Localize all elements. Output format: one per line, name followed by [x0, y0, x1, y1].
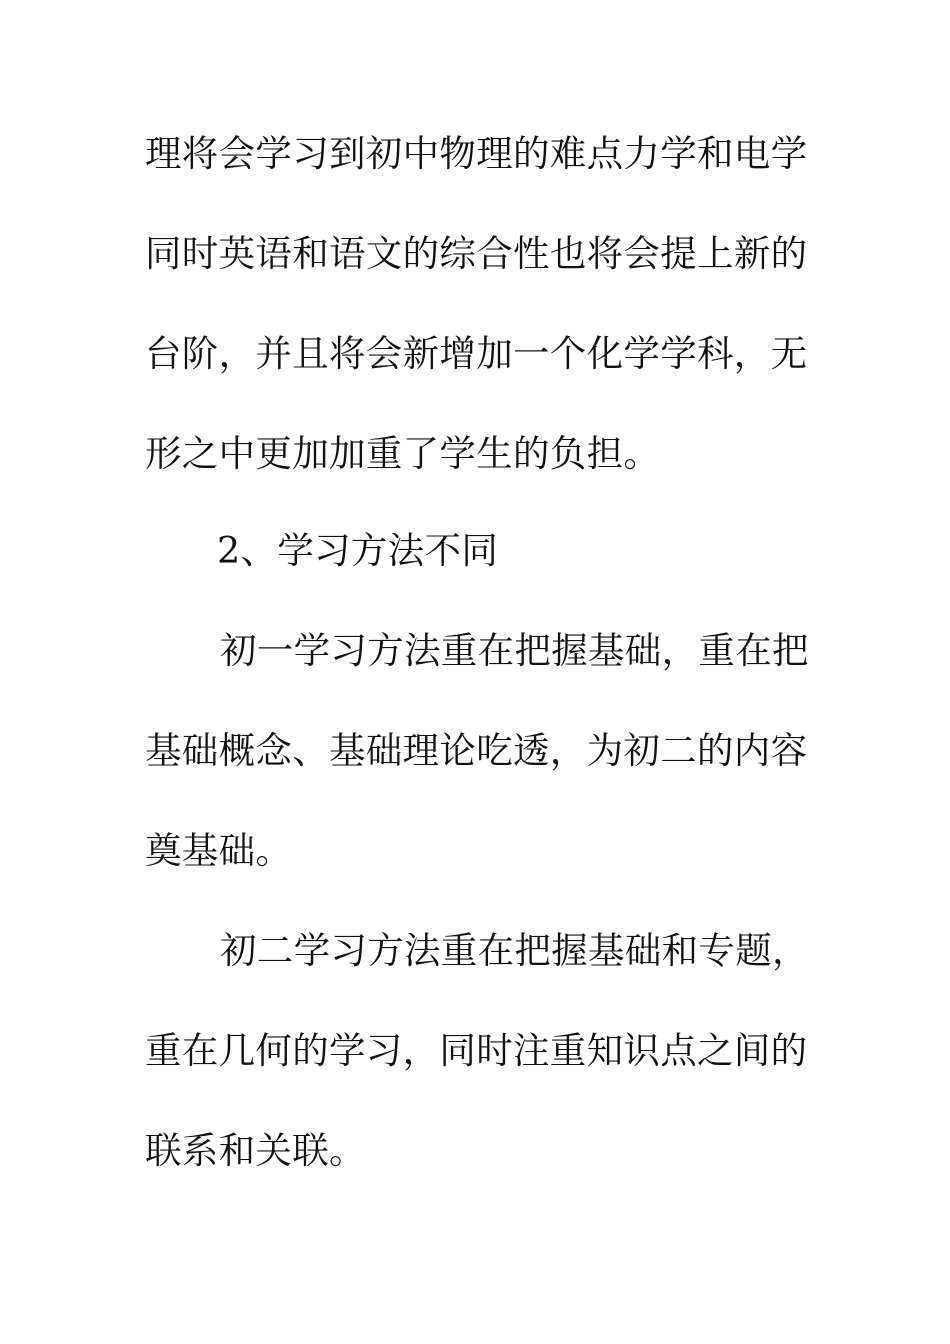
- paragraph-line-4: 形之中更加加重了学生的负担。: [145, 432, 661, 475]
- paragraph-line-10: 重在几何的学习，同时注重知识点之间的: [145, 1029, 808, 1072]
- paragraph-line-7: 基础概念、基础理论吃透，为初二的内容: [145, 729, 808, 772]
- paragraph-line-8: 奠基础。: [145, 829, 293, 872]
- paragraph-line-2: 同时英语和语文的综合性也将会提上新的: [145, 232, 808, 275]
- paragraph-line-9: 初二学习方法重在把握基础和专题，: [220, 929, 809, 972]
- section-heading: 2、学习方法不同: [217, 529, 499, 572]
- paragraph-line-11: 联系和关联。: [145, 1129, 366, 1172]
- paragraph-line-3: 台阶，并且将会新增加一个化学学科，无: [145, 332, 808, 375]
- paragraph-line-1: 理将会学习到初中物理的难点力学和电学: [145, 132, 808, 175]
- paragraph-line-6: 初一学习方法重在把握基础，重在把: [220, 629, 809, 672]
